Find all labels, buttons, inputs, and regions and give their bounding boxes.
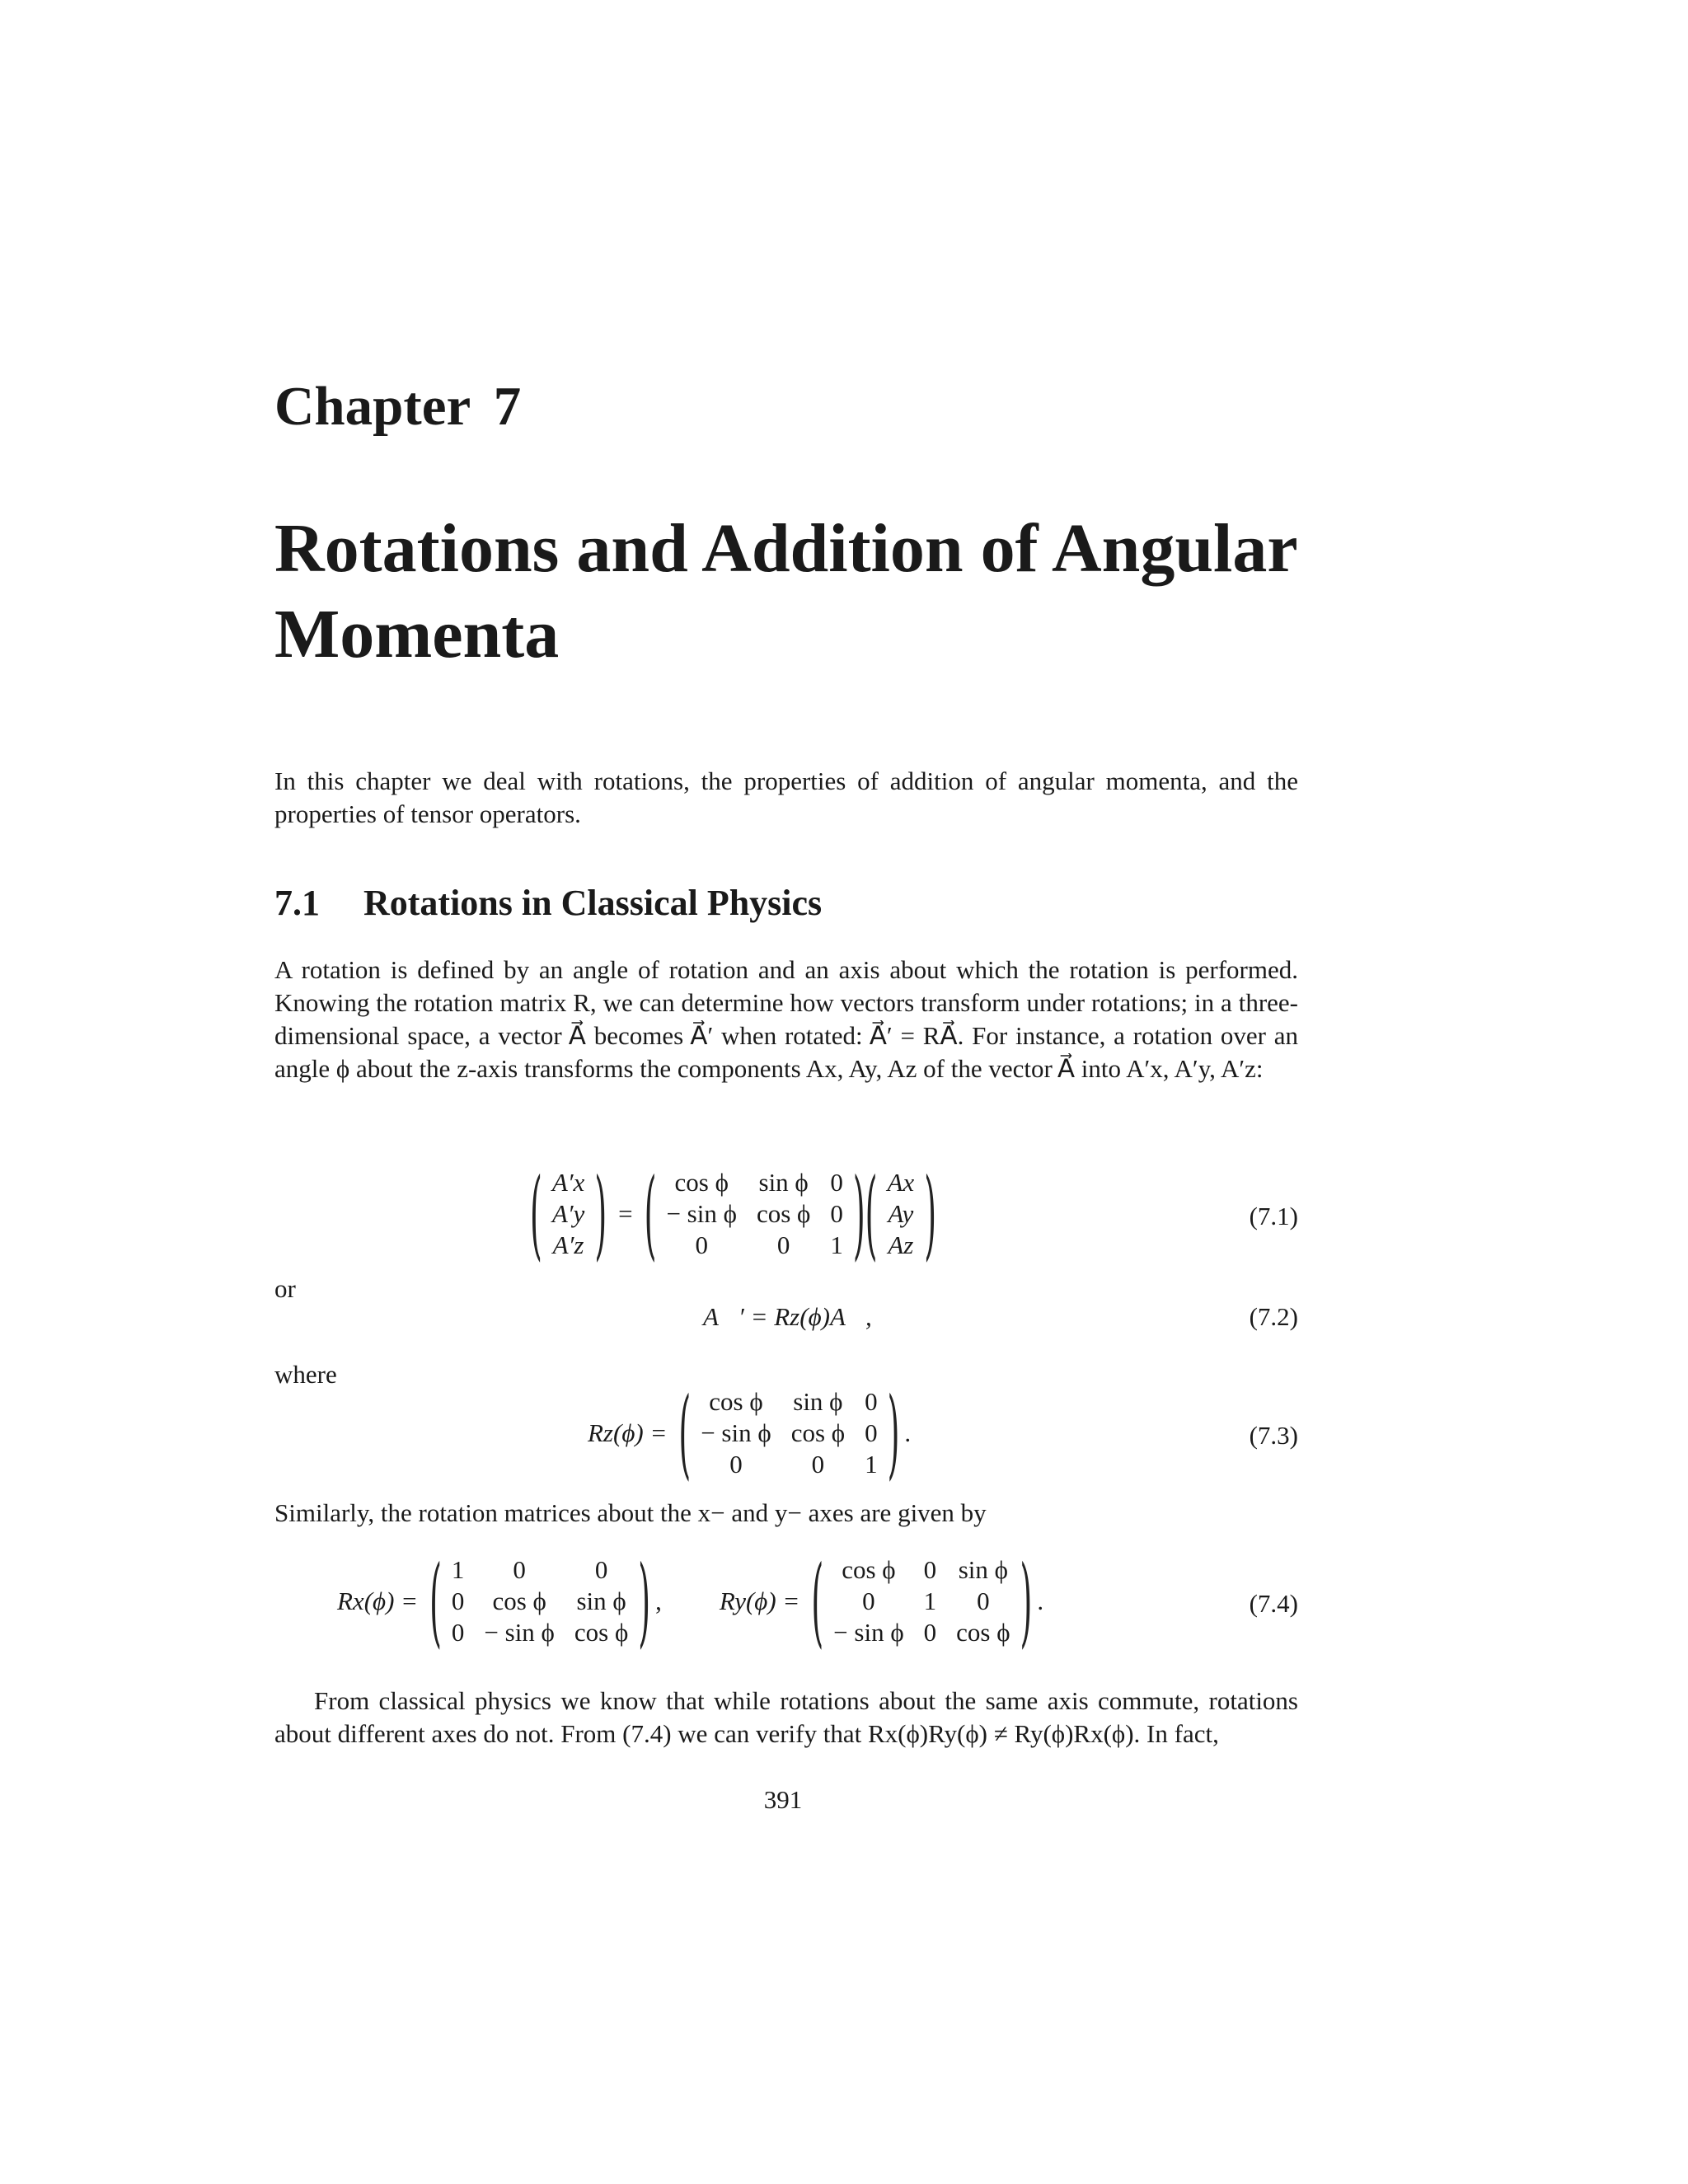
equation-7-4-body: Rx(ϕ) = ( 1 0 0 0 cos ϕ sin ϕ 0 − sin ϕ cos ϕ ) , Ry(ϕ) = ( cos ϕ 0 sin ϕ 0 1 0 − sin ϕ 0 cos ϕ ) .	[337, 1544, 1044, 1658]
equation-7-2-body: A⃗′ = Rz(ϕ)A⃗,	[703, 1302, 872, 1331]
rx-matrix: ( 1 0 0 0 cos ϕ sin ϕ 0 − sin ϕ cos ϕ )	[429, 1544, 651, 1658]
page-number: 391	[763, 1785, 803, 1814]
vec-prime-y: A′y	[551, 1199, 585, 1228]
rotation-paragraph: A rotation is defined by an angle of rotation and an axis about which the rotation is performed. Knowing the rotation matrix R, we can determine how vectors transform under rotations; in a three-dimensional space, a vector A⃗ becomes A⃗′ when rotated: A⃗′ = RA⃗. For instance, a rotation over an angle ϕ about the z-axis transforms the components Ax, Ay, Az of the vector A⃗ into A′x, A′y, A′z:	[274, 955, 1298, 1083]
commutation-paragraph: From classical physics we know that while rotations about the same axis commute, rotations about different axes do not. From (7.4) we can verify that Rx(ϕ)Ry(ϕ) ≠ Ry(ϕ)Rx(ϕ). In fact,	[274, 1686, 1298, 1748]
ry-matrix: ( cos ϕ 0 sin ϕ 0 1 0 − sin ϕ 0 cos ϕ )	[811, 1544, 1033, 1658]
section-heading	[274, 882, 822, 924]
vec-z: Az	[888, 1230, 914, 1259]
equation-7-1	[274, 1152, 1298, 1284]
vector-a-prime: ( A′x A′y A′z )	[530, 1157, 607, 1271]
vec-prime-z: A′z	[552, 1230, 584, 1259]
equation-number-7-2: (7.2)	[1249, 1302, 1298, 1331]
equation-7-1-body: ( A′x A′y A′z ) = ( cos ϕ sin ϕ 0 − sin ϕ cos ϕ 0 0 0 1 ) ( Ax Ay Az )	[530, 1157, 937, 1271]
chapter-title	[274, 506, 1346, 677]
equation-number-7-3: (7.3)	[1249, 1421, 1298, 1450]
equation-number-7-1: (7.1)	[1249, 1202, 1298, 1230]
equation-7-3-body: Rz(ϕ) = ( cos ϕ sin ϕ 0 − sin ϕ cos ϕ 0 0 0 1 ) .	[588, 1376, 912, 1490]
connector-where: where	[274, 1360, 337, 1389]
rz-matrix-7-3: ( cos ϕ sin ϕ 0 − sin ϕ cos ϕ 0 0 0 1 )	[678, 1376, 900, 1490]
rx-lhs: Rx(ϕ) =	[337, 1586, 419, 1615]
connector-similarly: Similarly, the rotation matrices about the x− and y− axes are given by	[274, 1498, 987, 1527]
vector-a: ( Ax Ay Az )	[865, 1157, 937, 1271]
vec-prime-x: A′x	[551, 1168, 585, 1197]
chapter-title-line1: Rotations and Addition of Angular	[274, 510, 1298, 587]
rz-lhs: Rz(ϕ) =	[588, 1418, 668, 1447]
chapter-label: Chapter 7	[274, 376, 522, 437]
vec-y: Ay	[888, 1199, 914, 1228]
section-number: 7.1	[274, 883, 320, 923]
intro-paragraph: In this chapter we deal with rotations, the properties of addition of angular momenta, and the properties of tensor operators.	[274, 766, 1298, 828]
equation-7-4	[274, 1546, 1298, 1678]
ry-lhs: Ry(ϕ) =	[719, 1586, 800, 1615]
connector-or: or	[274, 1274, 296, 1303]
equation-7-3	[274, 1378, 1298, 1510]
rz-matrix-7-1: ( cos ϕ sin ϕ 0 − sin ϕ cos ϕ 0 0 0 1 )	[644, 1157, 865, 1271]
chapter-title-line2: Momenta	[274, 596, 560, 673]
equation-7-2	[274, 1302, 1298, 1343]
vec-x: Ax	[887, 1168, 915, 1197]
equation-number-7-4: (7.4)	[1249, 1589, 1298, 1618]
section-title: Rotations in Classical Physics	[363, 883, 823, 923]
